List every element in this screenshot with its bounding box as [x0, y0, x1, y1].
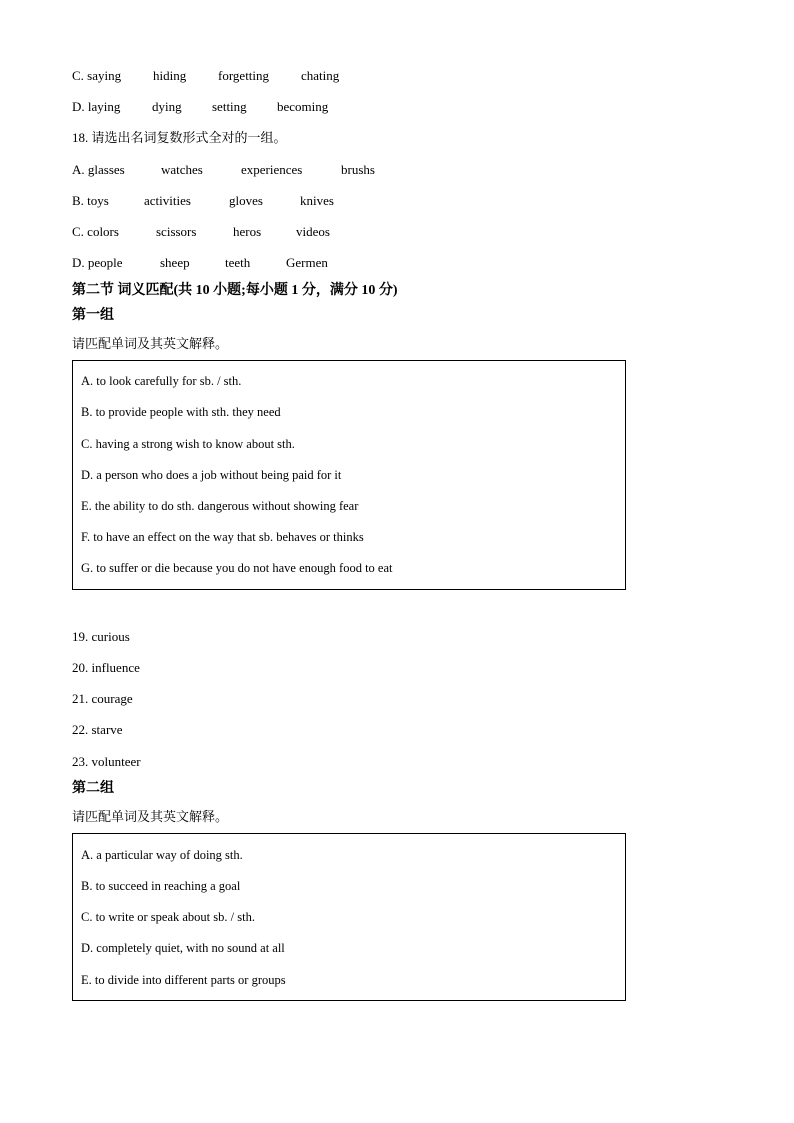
- option-word: dying: [152, 99, 182, 114]
- q18-option-d: [72, 254, 328, 272]
- q18-option-b: [72, 192, 334, 210]
- group-1-definitions-box: [72, 360, 626, 590]
- option-word: becoming: [277, 99, 329, 114]
- q18-option-a: [72, 161, 375, 179]
- question-item: 22. starve: [72, 722, 123, 737]
- option-word: D. people: [72, 255, 123, 270]
- option-word: heros: [233, 224, 262, 239]
- option-word: sheep: [160, 255, 190, 270]
- option-word: watches: [161, 162, 203, 177]
- group-2-instruction: 请匹配单词及其英文解释。: [72, 809, 229, 824]
- definition-item: F. to have an effect on the way that sb. behaves or thinks: [81, 530, 364, 544]
- option-word: knives: [300, 193, 334, 208]
- question-item: 23. volunteer: [72, 754, 141, 769]
- option-word: hiding: [153, 68, 187, 83]
- option-word: scissors: [156, 224, 197, 239]
- definition-item: C. to write or speak about sb. / sth.: [81, 910, 255, 924]
- definition-item: A. to look carefully for sb. / sth.: [81, 374, 242, 388]
- q17-option-d: [72, 98, 328, 116]
- option-word: videos: [296, 224, 330, 239]
- option-word: Germen: [286, 255, 328, 270]
- option-word: gloves: [229, 193, 263, 208]
- option-word: C. colors: [72, 224, 119, 239]
- option-word: chating: [301, 68, 340, 83]
- option-word: activities: [144, 193, 191, 208]
- question-item: 20. influence: [72, 660, 140, 675]
- definition-item: A. a particular way of doing sth.: [81, 848, 243, 862]
- q18-stem: 18. 请选出名词复数形式全对的一组。: [72, 130, 287, 145]
- group-2-definitions-box: [72, 833, 626, 1001]
- question-item: 19. curious: [72, 629, 130, 644]
- option-word: D. laying: [72, 99, 121, 114]
- option-word: teeth: [225, 255, 251, 270]
- section-heading: 第二节 词义匹配(共 10 小题;每小题 1 分，满分 10 分): [72, 283, 398, 298]
- group-1-instruction: 请匹配单词及其英文解释。: [72, 336, 229, 351]
- definition-item: D. completely quiet, with no sound at all: [81, 941, 285, 955]
- group-1-title: 第一组: [72, 308, 114, 323]
- option-word: A. glasses: [72, 162, 125, 177]
- definition-item: B. to provide people with sth. they need: [81, 405, 281, 419]
- definition-item: C. having a strong wish to know about sth.: [81, 437, 295, 451]
- definition-item: B. to succeed in reaching a goal: [81, 879, 241, 893]
- option-word: experiences: [241, 162, 303, 177]
- option-word: setting: [212, 99, 247, 114]
- definition-item: E. the ability to do sth. dangerous without showing fear: [81, 499, 359, 513]
- option-word: B. toys: [72, 193, 109, 208]
- q18-option-c: [72, 223, 330, 241]
- definition-item: D. a person who does a job without being paid for it: [81, 468, 342, 482]
- option-word: forgetting: [218, 68, 270, 83]
- definition-item: E. to divide into different parts or groups: [81, 973, 286, 987]
- option-word: C. saying: [72, 68, 122, 83]
- option-word: brushs: [341, 162, 375, 177]
- question-item: 21. courage: [72, 691, 133, 706]
- definition-item: G. to suffer or die because you do not have enough food to eat: [81, 561, 393, 575]
- group-2-title: 第二组: [72, 781, 114, 796]
- q17-option-c: [72, 67, 339, 85]
